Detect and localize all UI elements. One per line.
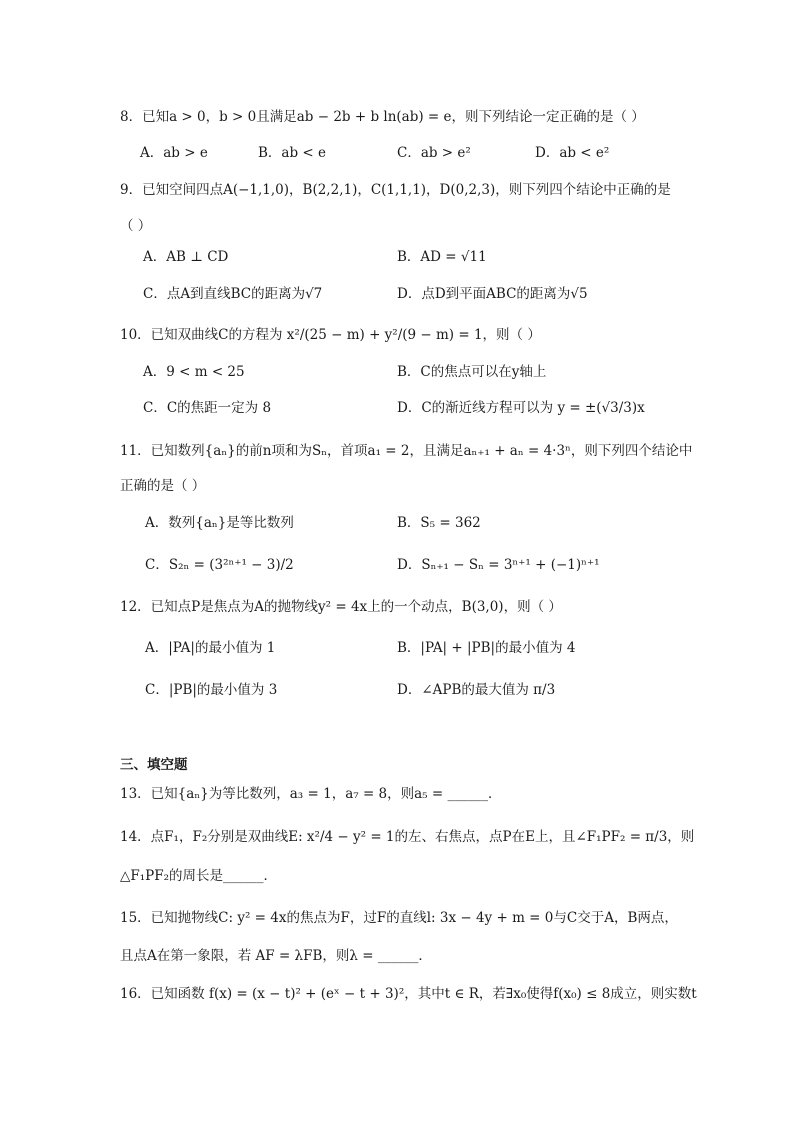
question-10-option-a: A．9 < m < 25 [143, 364, 245, 380]
question-12-option-d: D．∠APB的最大值为 π/3 [397, 682, 556, 698]
question-8-option-c: C．ab > e² [397, 145, 471, 161]
question-14: 14．点F₁，F₂分别是双曲线E: x²/4 − y² = 1的左、右焦点，点P在E上，且∠F₁PF₂ = π/3，则 [120, 829, 695, 845]
question-11-option-b: B．S₅ = 362 [397, 515, 481, 531]
question-8-option-a: A．ab > e [140, 145, 208, 161]
question-9-option-a: A．AB ⊥ CD [143, 249, 229, 265]
question-11-option-a: A．数列{aₙ}是等比数列 [145, 515, 294, 531]
question-9-stem-cont: （ ） [120, 218, 152, 234]
question-11-stem-cont: 正确的是（ ） [120, 478, 206, 494]
question-8-stem: 8．已知a > 0，b > 0且满足ab − 2b + b ln(ab) = e，则下列结论一定正确的是（ ） [120, 109, 645, 125]
question-12-option-b: B．|PA| + |PB|的最小值为 4 [397, 640, 576, 656]
question-12-option-a: A．|PA|的最小值为 1 [145, 640, 276, 656]
question-11-option-d: D．Sₙ₊₁ − Sₙ = 3ⁿ⁺¹ + (−1)ⁿ⁺¹ [397, 557, 600, 573]
section-title: 三、填空题 [120, 757, 188, 773]
question-12-stem: 12．已知点P是焦点为A的抛物线y² = 4x上的一个动点，B(3,0)，则（ ） [120, 599, 562, 615]
question-9-option-b: B．AD = √11 [397, 249, 487, 265]
question-11-option-c: C．S₂ₙ = (3²ⁿ⁺¹ − 3)/2 [145, 557, 294, 573]
question-9-option-c: C．点A到直线BC的距离为√7 [143, 286, 323, 302]
question-8-option-d: D．ab < e² [535, 145, 610, 161]
question-12-option-c: C．|PB|的最小值为 3 [145, 682, 278, 698]
question-9-stem: 9．已知空间四点A(−1,1,0)，B(2,2,1)，C(1,1,1)，D(0,2,3)，则下列四个结论中正确的是 [120, 182, 671, 198]
question-10-option-b: B．C的焦点可以在y轴上 [397, 364, 547, 380]
question-8-option-b: B．ab < e [258, 145, 326, 161]
question-10-option-c: C．C的焦距一定为 8 [143, 400, 272, 416]
question-11-stem: 11．已知数列{aₙ}的前n项和为Sₙ，首项a₁ = 2，且满足aₙ₊₁ + aₙ = 4·3ⁿ，则下列四个结论中 [120, 443, 693, 459]
question-10-option-d: D．C的渐近线方程可以为 y = ±(√3/3)x [397, 400, 645, 416]
question-10-stem: 10．已知双曲线C的方程为 x²/(25 − m) + y²/(9 − m) = 1，则（ ） [120, 327, 541, 343]
question-16: 16．已知函数 f(x) = (x − t)² + (eˣ − t + 3)²，其中t ∈ R，若∃x₀使得f(x₀) ≤ 8成立，则实数t [120, 986, 697, 1002]
question-9-option-d: D．点D到平面ABC的距离为√5 [397, 286, 588, 302]
question-15: 15．已知抛物线C: y² = 4x的焦点为F，过F的直线l: 3x − 4y + m = 0与C交于A，B两点， [120, 910, 678, 926]
question-14-cont: △F₁PF₂的周长是______． [120, 868, 278, 884]
question-15-cont: 且点A在第一象限，若 AF = λFB，则λ = ______． [120, 948, 432, 964]
question-13: 13．已知{aₙ}为等比数列，a₃ = 1，a₇ = 8，则a₅ = ______． [120, 786, 502, 802]
